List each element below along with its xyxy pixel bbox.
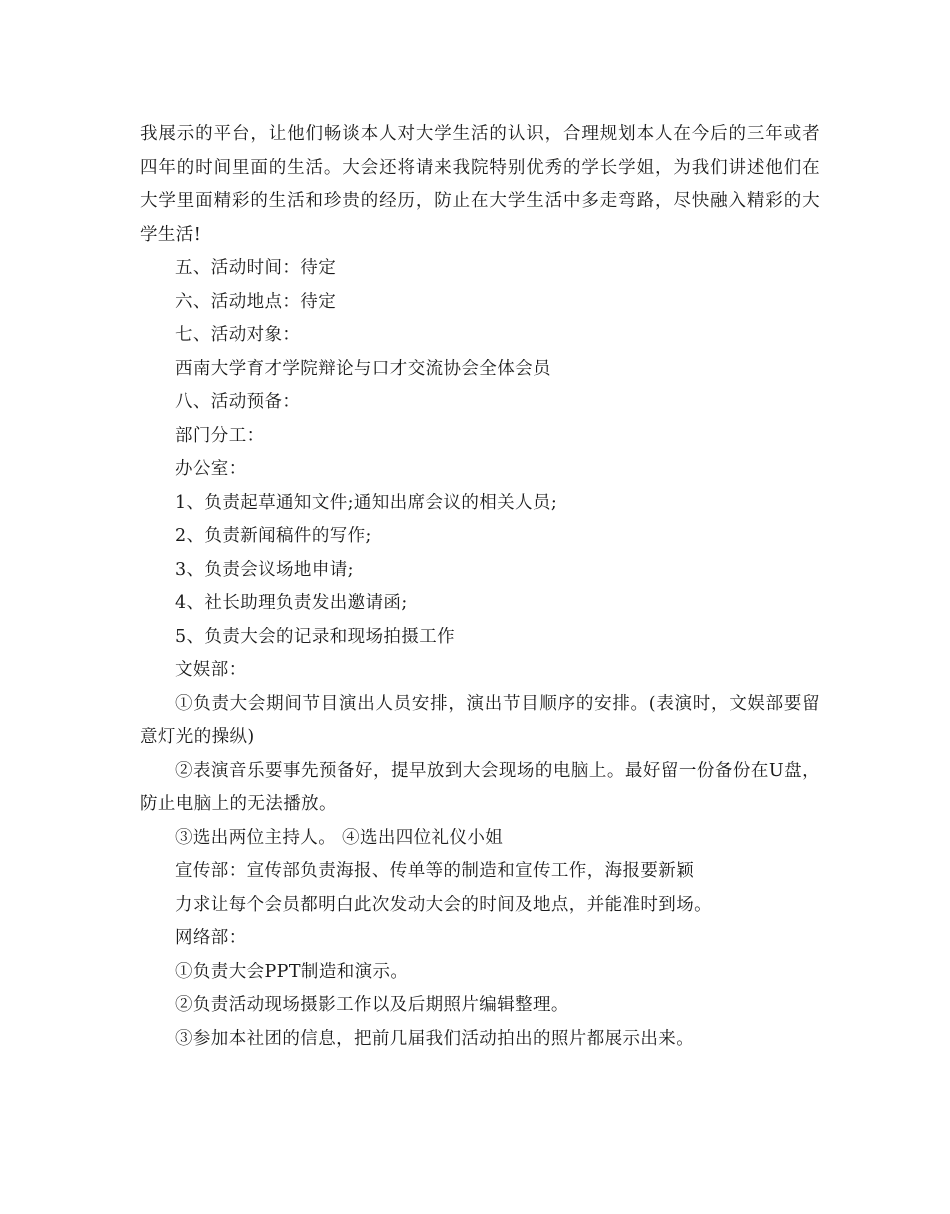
paragraph-activity-target: 西南大学育才学院辩论与口才交流协会全体会员 bbox=[175, 358, 551, 379]
paragraph-division-of-labor: 部门分工： bbox=[175, 425, 265, 446]
paragraph-network-item-2: ②负责活动现场摄影工作以及后期照片编辑整理。 bbox=[175, 995, 569, 1015]
paragraph-entertainment-item-2: ②表演音乐要事先预备好，提早放到大会现场的电脑上。最好留一份备份在U盘，防止电脑上的无法播放。 bbox=[140, 760, 820, 814]
paragraph-office-item-2: 2、负责新闻稿件的写作; bbox=[175, 526, 372, 546]
paragraph-activity-location: 六、活动地点：待定 bbox=[175, 291, 337, 312]
paragraph-office-heading: 办公室： bbox=[175, 459, 247, 479]
document-body bbox=[140, 118, 820, 1056]
paragraph-entertainment-item-3: ③选出两位主持人。 ④选出四位礼仪小姐 bbox=[175, 827, 504, 848]
paragraph-network-item-3: ③参加本社团的信息，把前几届我们活动拍出的照片都展示出来。 bbox=[175, 1028, 695, 1049]
paragraph-activity-time: 五、活动时间：待定 bbox=[175, 258, 337, 278]
paragraph-office-item-3: 3、负责会议场地申请; bbox=[175, 559, 354, 580]
paragraph-office-item-1: 1、负责起草通知文件;通知出席会议的相关人员; bbox=[175, 492, 558, 513]
paragraph-entertainment-heading: 文娱部： bbox=[175, 660, 247, 680]
paragraph-intro: 我展示的平台，让他们畅谈本人对大学生活的认识，合理规划本人在今后的三年或者四年的时间里面的生活。大会还将请来我院特别优秀的学长学姐，为我们讲述他们在大学里面精彩的生活和珍贵的经历，防止在大学生活中多走弯路，尽快融入精彩的大学生活! bbox=[140, 124, 820, 245]
paragraph-activity-target-heading: 七、活动对象： bbox=[175, 325, 301, 345]
paragraph-office-item-5: 5、负责大会的记录和现场拍摄工作 bbox=[175, 626, 456, 647]
paragraph-office-item-4: 4、社长助理负责发出邀请函; bbox=[175, 593, 408, 613]
paragraph-entertainment-item-1: ①负责大会期间节目演出人员安排，演出节目顺序的安排。(表演时，文娱部要留意灯光的操纵) bbox=[140, 693, 820, 747]
paragraph-network-item-1: ①负责大会PPT制造和演示。 bbox=[175, 961, 409, 982]
paragraph-publicity: 宣传部：宣传部负责海报、传单等的制造和宣传工作，海报要新颖 bbox=[175, 861, 695, 881]
paragraph-activity-preparation: 八、活动预备： bbox=[175, 392, 301, 412]
paragraph-network-heading: 网络部： bbox=[175, 928, 247, 948]
paragraph-publicity-continued: 力求让每个会员都明白此次发动大会的时间及地点，并能准时到场。 bbox=[175, 894, 712, 915]
